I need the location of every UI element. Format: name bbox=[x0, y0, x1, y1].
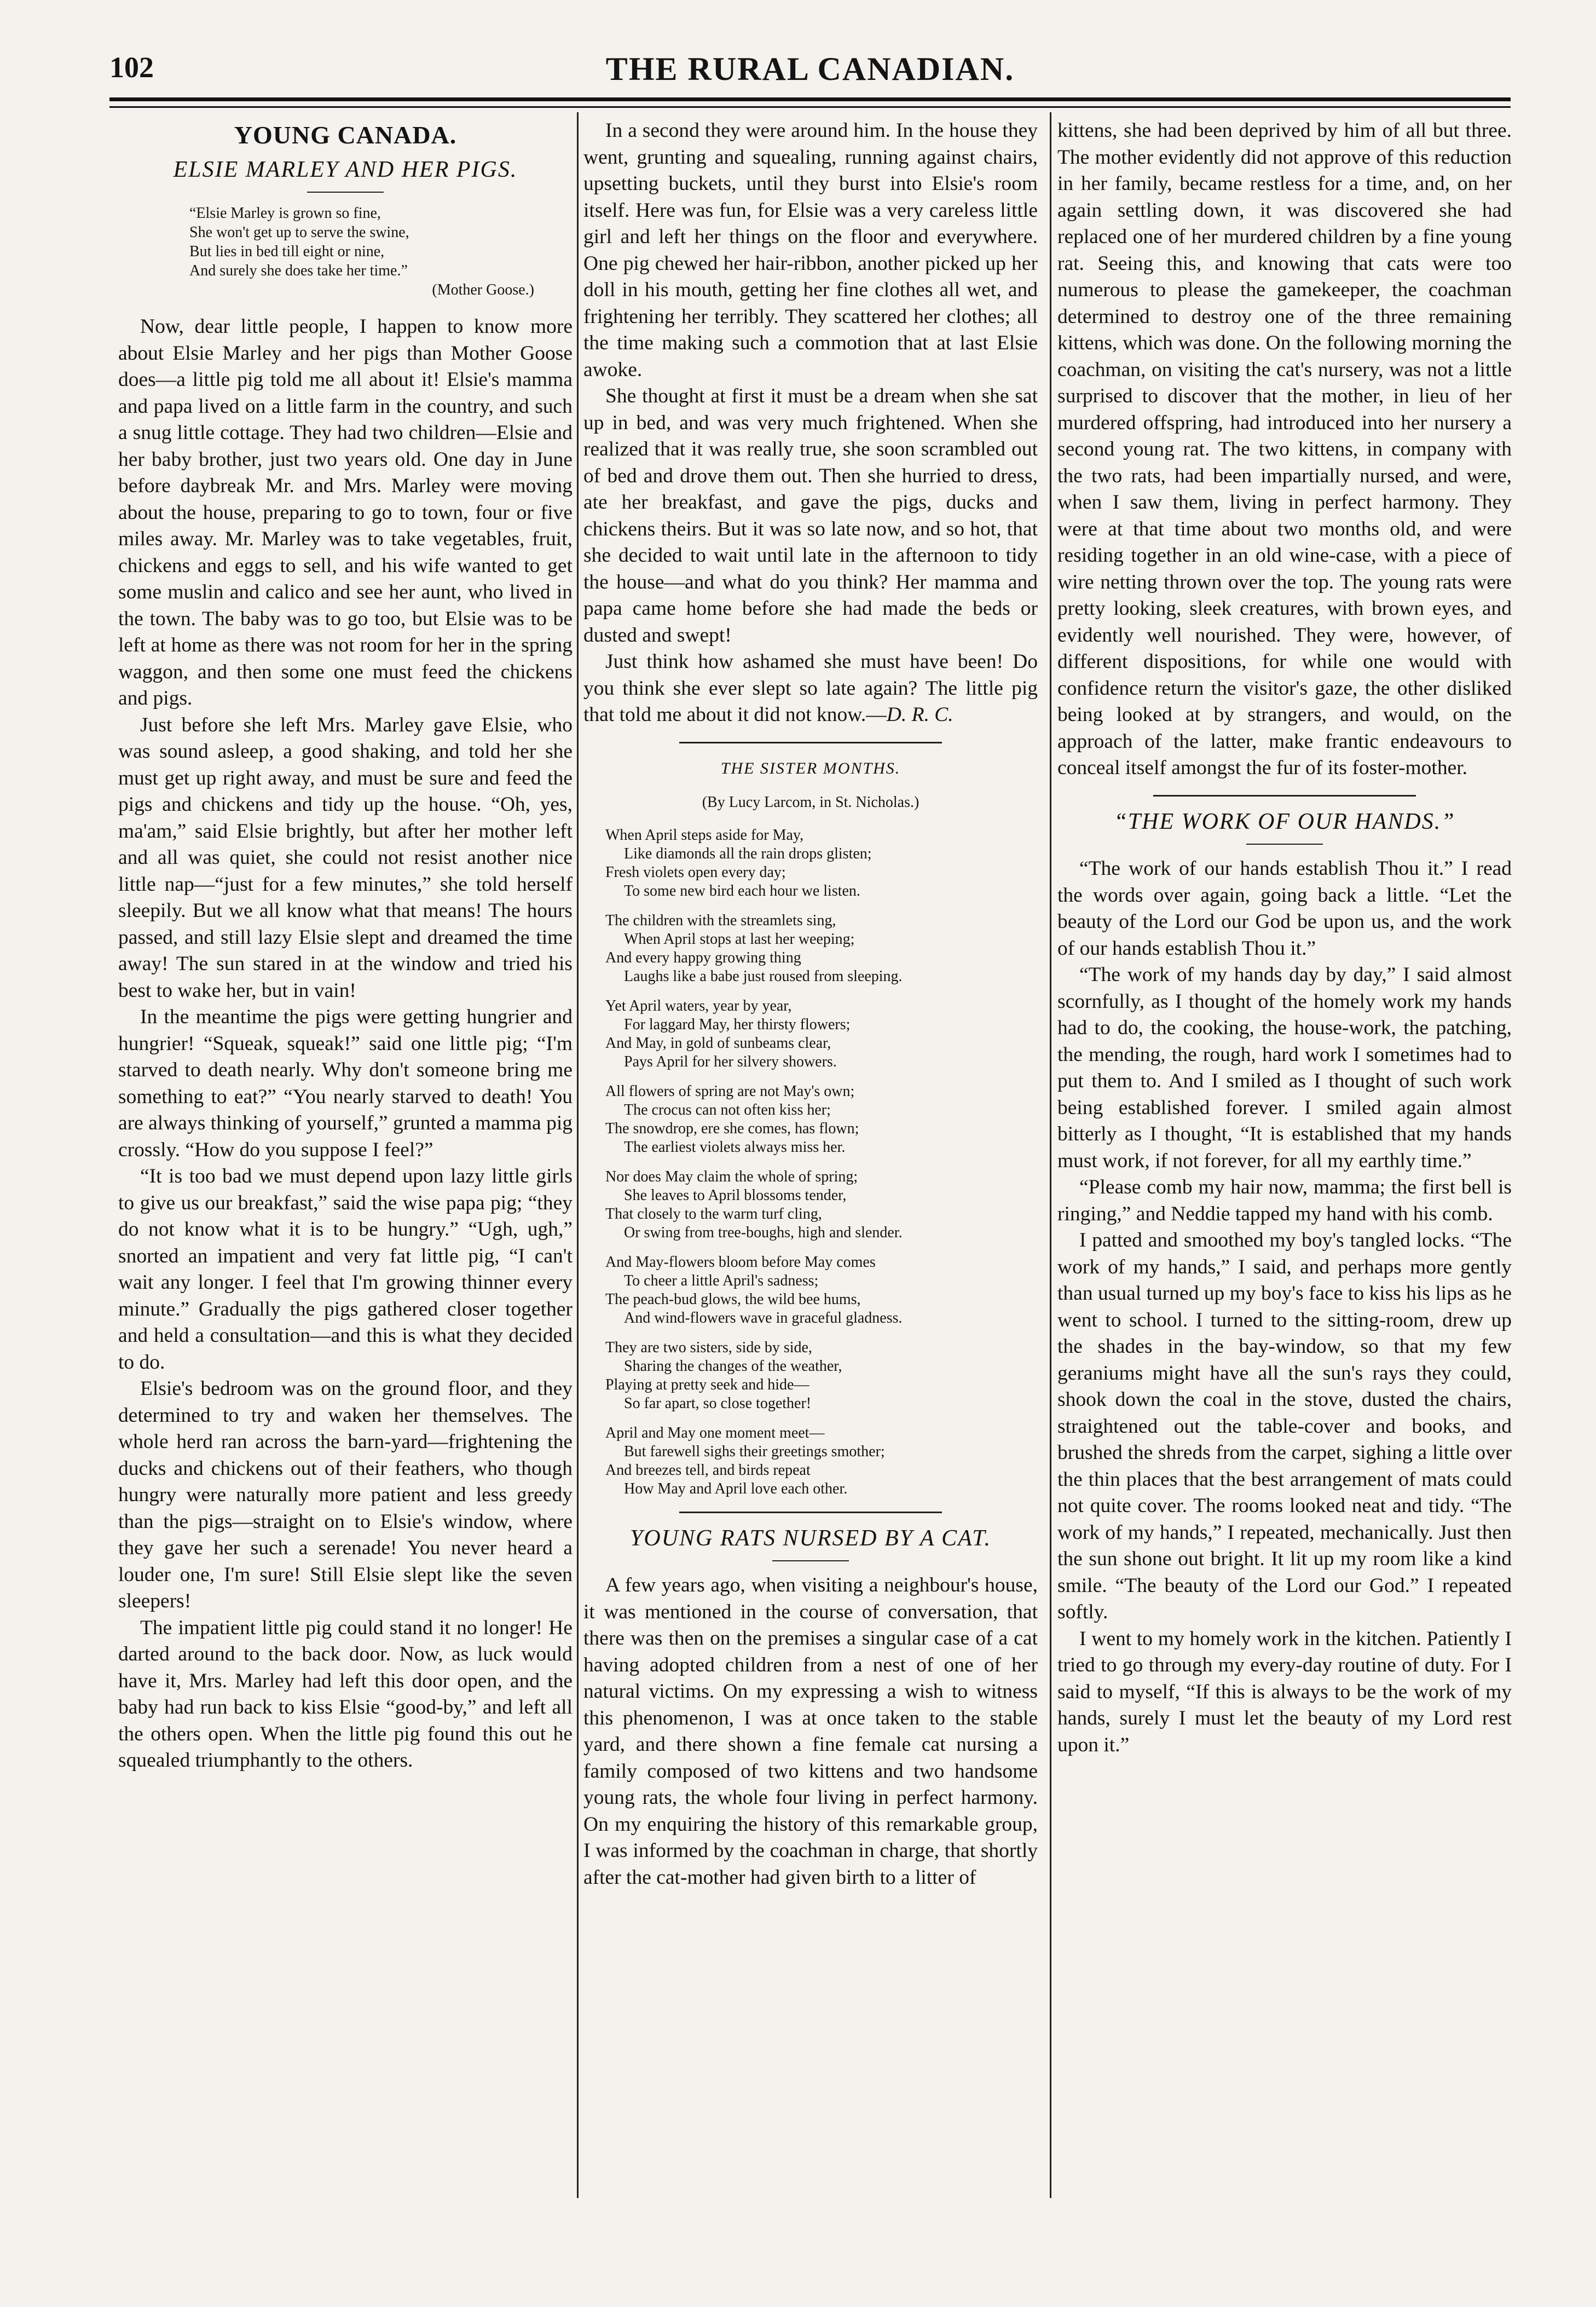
poem-line: The peach-bud glows, the wild bee hums, bbox=[605, 1290, 861, 1308]
title-rule bbox=[1246, 844, 1323, 845]
section-heading: YOUNG CANADA. bbox=[234, 121, 457, 149]
section-rule bbox=[1153, 795, 1416, 797]
article-paragraph: Elsie's bedroom was on the ground floor, and they determined to try and waken her themselves. The whole herd ran across the barn-yard—frightening the ducks and chickens out of their feathers, who though hungry were naturally more patient and less greedy than the pigs—straight on to Elsie's window, where they gave her such a serenade! You never heard a louder one, I'm sure! Still Elsie slept like the seven sleepers! bbox=[118, 1377, 573, 1612]
article-title: “THE WORK OF OUR HANDS.” bbox=[1114, 809, 1455, 834]
page-header bbox=[109, 50, 1511, 105]
epigraph-line: And surely she does take her time.” bbox=[189, 262, 408, 279]
epigraph bbox=[189, 204, 556, 299]
header-rule-thick bbox=[109, 97, 1511, 101]
article-paragraph: She thought at first it must be a dream when she sat up in bed, and was very much frightened. When she realized that it was really true, she soon scrambled out of bed and drove them out. Then she hurried to dress, ate her breakfast, and gave the pigs, ducks and chickens theirs. But it was so late now, and so hot, that she decided to wait until late in the afternoon to tidy the house—and what do you think? Her mamma and papa came home before she had made the beds or dusted and swept! bbox=[583, 385, 1038, 647]
poem-line: The earliest violets always miss her. bbox=[624, 1138, 846, 1156]
title-rule bbox=[772, 1560, 849, 1561]
article-paragraph-text: Just think how ashamed she must have been! Do you think she ever slept so late again? The little pig that told me about it did not know.— bbox=[583, 650, 1038, 726]
poem-line: All flowers of spring are not May's own; bbox=[605, 1082, 855, 1100]
page-number: 102 bbox=[109, 51, 154, 84]
column-divider bbox=[577, 112, 579, 2198]
poem-stanza bbox=[605, 1253, 1038, 1328]
poem-line: For laggard May, her thirsty flowers; bbox=[624, 1016, 851, 1033]
article-paragraph: I went to my homely work in the kitchen. Patiently I tried to go through my every-day routine of duty. For I said to myself, “If this is always to be the work of my hands, surely I must let the beauty of my Lord rest upon it.” bbox=[1057, 1627, 1512, 1756]
poem-stanza bbox=[605, 826, 1038, 901]
article-paragraph bbox=[583, 649, 1038, 729]
article-paragraph: The impatient little pig could stand it no longer! He darted around to the back door. Now, as luck would have it, Mrs. Marley had left this door open, and the baby had run back to kiss Elsie “good-by,” and left all the others open. When the little pig found this out he squealed triumphantly to the others. bbox=[118, 1616, 573, 1772]
poem-stanza bbox=[605, 1168, 1038, 1242]
poem-line: And May-flowers bloom before May comes bbox=[605, 1253, 876, 1271]
poem-stanza bbox=[605, 912, 1038, 986]
poem-line: Sharing the changes of the weather, bbox=[624, 1357, 842, 1375]
article-title: YOUNG RATS NURSED BY A CAT. bbox=[630, 1525, 991, 1551]
article-paragraph: A few years ago, when visiting a neighbour's house, it was mentioned in the course of conversation, that there was then on the premises a singular case of a cat having adopted children from a nest of one of her natural victims. On my expressing a wish to witness this phenomenon, I was at once taken to the stable yard, and there shown a fine female cat nursing a family composed of two kittens and two handsome young rats, the whole four living in perfect harmony. On my enquiring the history of this remarkable group, I was informed by the coachman in charge, that shortly after the cat-mother had given birth to a litter of bbox=[583, 1574, 1038, 1889]
poem-title: THE SISTER MONTHS. bbox=[720, 759, 901, 777]
article-paragraph: In the meantime the pigs were getting hungrier and hungrier! “Squeak, squeak!” said one little pig; “I'm starved to death nearly. Why don't someone bring me something to eat?” “You nearly starved to death! You are always thinking of yourself,” grunted a mamma pig crossly. “How do you suppose I feel?” bbox=[118, 1006, 573, 1161]
poem-line: The snowdrop, ere she comes, has flown; bbox=[605, 1120, 859, 1137]
poem-line: Nor does May claim the whole of spring; bbox=[605, 1168, 858, 1185]
poem-line: Like diamonds all the rain drops glisten; bbox=[624, 845, 872, 862]
poem-line: But farewell sighs their greetings smother; bbox=[624, 1443, 885, 1460]
article-paragraph: “The work of my hands day by day,” I said almost scornfully, as I thought of the homely work my hands had to do, the cooking, the house-work, the patching, the mending, the rough, hard work I sometimes had to put them to. And I smiled as I thought of such work being established forever. I smiled again almost bitterly as I thought, “It is established that my hands must work, if not forever, for all my earthly time.” bbox=[1057, 964, 1512, 1172]
column-2 bbox=[583, 118, 1038, 2198]
poem-line: And May, in gold of sunbeams clear, bbox=[605, 1034, 831, 1052]
poem-line: They are two sisters, side by side, bbox=[605, 1339, 812, 1356]
column-divider bbox=[1050, 112, 1051, 2198]
poem-line: Pays April for her silvery showers. bbox=[624, 1053, 837, 1070]
header-rule-thin bbox=[109, 106, 1511, 108]
poem-stanza bbox=[605, 997, 1038, 1071]
poem-line: So far apart, so close together! bbox=[624, 1394, 812, 1412]
poem-line: How May and April love each other. bbox=[624, 1480, 848, 1497]
poem-line: To cheer a little April's sadness; bbox=[624, 1272, 819, 1289]
poem-line: That closely to the warm turf cling, bbox=[605, 1205, 822, 1222]
section-rule bbox=[679, 742, 942, 743]
poem-byline: (By Lucy Larcom, in St. Nicholas.) bbox=[702, 794, 920, 811]
article-paragraph: “It is too bad we must depend upon lazy little girls to give us our breakfast,” said the wise papa pig; “they do not know what it is to be hungry.” “Ugh, ugh,” snorted an impatient and very fat little pig, “I can't wait any longer. I feel that I'm growing thinner every minute.” Gradually the pigs gathered closer together and held a consultation—and this is what they decided to do. bbox=[118, 1165, 573, 1374]
poem-line: Yet April waters, year by year, bbox=[605, 997, 792, 1014]
poem-line: April and May one moment meet— bbox=[605, 1424, 825, 1441]
poem-line: To some new bird each hour we listen. bbox=[624, 882, 860, 899]
poem-body bbox=[583, 826, 1038, 1498]
article-paragraph: “Please comb my hair now, mamma; the first bell is ringing,” and Neddie tapped my hand with his comb. bbox=[1057, 1176, 1512, 1225]
article-paragraph: In a second they were around him. In the house they went, grunting and squealing, running against chairs, upsetting buckets, until they burst into Elsie's room itself. Here was fun, for Elsie was a very careless little girl and left her things on the floor and everywhere. One pig chewed her hair-ribbon, another picked up her doll in his mouth, getting her fine clothes all wet, and frightening her terribly. They scattered her clothes; all the time making such a commotion that at last Elsie awoke. bbox=[583, 119, 1038, 381]
article-paragraph: Now, dear little people, I happen to know more about Elsie Marley and her pigs than Mother Goose does—a little pig told me all about it! Elsie's mamma and papa lived on a little farm in the country, and such a snug little cottage. They had two children—Elsie and her baby brother, just two years old. One day in June before daybreak Mr. and Mrs. Marley were moving about the house, preparing to go to town, four or five miles away. Mr. Marley was to take vegetables, fruit, chickens and eggs to sell, and his wife wanted to get some muslin and calico and see her aunt, who lived in the town. The baby was to go too, but Elsie was to be left at home as there was not room for her in the spring waggon, and then some one must feed the chickens and pigs. bbox=[118, 315, 573, 710]
epigraph-line: “Elsie Marley is grown so fine, bbox=[189, 205, 381, 222]
poem-line: Laughs like a babe just roused from sleeping. bbox=[624, 967, 903, 985]
article-paragraph: Just before she left Mrs. Marley gave Elsie, who was sound asleep, a good shaking, and told her she must get up right away, and must be sure and feed the pigs and chickens and tidy up the house. “Oh, yes, ma'am,” said Elsie brightly, but after her mother left and all was quiet, she could not resist another nice little nap—“just for a few minutes,” she told herself sleepily. But we all know what that means! The hours passed, and still lazy Elsie slept and dreamed the time away! The sun stared in at the window and tried his best to wake her, but in vain! bbox=[118, 713, 573, 1002]
poem-line: Fresh violets open every day; bbox=[605, 863, 786, 881]
column-3 bbox=[1057, 118, 1512, 2198]
poem-line: The children with the streamlets sing, bbox=[605, 912, 836, 929]
epigraph-line: She won't get up to serve the swine, bbox=[189, 224, 409, 241]
article-paragraph: “The work of our hands establish Thou it.” I read the words over again, going back a little. “Let the beauty of the Lord our God be upon us, and the work of our hands establish Thou it.” bbox=[1057, 857, 1512, 960]
author-signature: D. R. C. bbox=[886, 703, 953, 726]
newspaper-title: THE RURAL CANADIAN. bbox=[605, 51, 1015, 87]
article-paragraph: kittens, she had been deprived by him of all but three. The mother evidently did not approve of this reduction in her family, became restless for a time, and, on her again settling down, it was discovered she had replaced one of her murdered children by a fine young rat. Seeing this, and knowing that cats were too numerous to please the gamekeeper, the coachman determined to destroy one of the three remaining kittens, which was done. On the following morning the coachman, on visiting the cat's nursery, was not a little surprised to discover that the mother, in lieu of her murdered offspring, had introduced into her nursery a second young rat. The two kittens, in company with the two rats, had been impartially nursed, and were, when I saw them, living in perfect harmony. They were at that time about two months old, and were residing together in an old wine-case, with a piece of wire netting thrown over the top. The young rats were pretty looking, sleek creatures, with brown eyes, and evidently well nourished. They were, however, of different dispositions, for while one would with confidence return the visitor's gaze, the other disliked being looked at by strangers, and would, on the approach of the latter, make frantic endeavours to conceal itself amongst the fur of its foster-mother. bbox=[1057, 119, 1512, 779]
section-rule bbox=[679, 1512, 942, 1513]
poem-line: When April stops at last her weeping; bbox=[624, 930, 855, 948]
poem-stanza bbox=[605, 1339, 1038, 1413]
poem-line: Playing at pretty seek and hide— bbox=[605, 1376, 809, 1393]
poem-line: And breezes tell, and birds repeat bbox=[605, 1461, 811, 1479]
poem-line: The crocus can not often kiss her; bbox=[624, 1101, 831, 1118]
title-rule bbox=[307, 192, 384, 193]
article-paragraph: I patted and smoothed my boy's tangled locks. “The work of my hands,” I said, and perhaps more gently than usual turned up my boy's face to kiss his lips as he went to school. I turned to the sitting-room, drew up the shades in the bay-window, so that my few geraniums might have all the sun's rays they could, shook down the coal in the stove, dusted the chairs, straightened out the table-cover and books, and brushed the shreds from the carpet, sighing a little over the thin places that the best arrangement of mats could not quite cover. The rooms looked neat and tidy. “The work of my hands,” I repeated, mechanically. Just then the sun shone out bright. It lit up my room like a kind smile. “The beauty of the Lord our God.” I repeated softly. bbox=[1057, 1229, 1512, 1623]
poem-line: And every happy growing thing bbox=[605, 949, 801, 966]
epigraph-line: But lies in bed till eight or nine, bbox=[189, 243, 385, 260]
poem-stanza bbox=[605, 1082, 1038, 1157]
poem-line: She leaves to April blossoms tender, bbox=[624, 1186, 847, 1204]
article-title: ELSIE MARLEY AND HER PIGS. bbox=[173, 157, 518, 182]
poem-line: And wind-flowers wave in graceful gladness. bbox=[624, 1309, 903, 1326]
column-1 bbox=[118, 118, 573, 2198]
poem-line: When April steps aside for May, bbox=[605, 826, 804, 844]
poem-stanza bbox=[605, 1424, 1038, 1498]
epigraph-attribution: (Mother Goose.) bbox=[432, 281, 534, 298]
poem-line: Or swing from tree-boughs, high and slender. bbox=[624, 1224, 903, 1241]
